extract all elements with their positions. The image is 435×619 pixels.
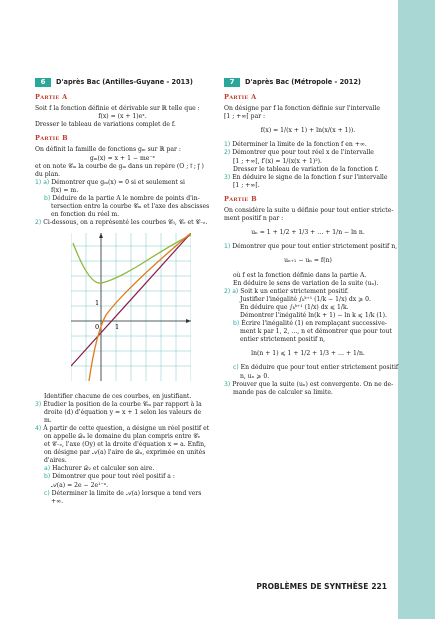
- part-a-label: Partie A: [224, 93, 257, 101]
- exercise-6: [35, 78, 210, 506]
- graph-origin-label: 0: [95, 323, 100, 332]
- question-text: m.: [44, 416, 52, 424]
- question-text: +∞.: [51, 497, 64, 505]
- question-number: a): [44, 465, 51, 473]
- question-text: f(x) = m.: [51, 186, 79, 194]
- question-number: 4): [35, 424, 42, 432]
- text-line: et on note 𝒞ₘ la courbe de gₘ dans un repère (O ; i⃗ ; j⃗ ): [35, 162, 204, 170]
- question-number: c): [44, 489, 50, 497]
- question-text: Identifier chacune de ces courbes, en justifiant.: [44, 392, 192, 400]
- question-text: Déterminer la limite de 𝒜(a) lorsque a tend vers: [51, 489, 202, 497]
- question-text: entier strictement positif n,: [240, 336, 326, 344]
- text-line: On désigne par f la fonction définie sur l'intervalle: [224, 105, 381, 113]
- page-footer: [253, 582, 387, 591]
- exercise-number-badge: 7: [224, 78, 240, 87]
- graph-tick-label-x1: 1: [115, 323, 120, 332]
- question-text: où f est la fonction définie dans la partie A.: [233, 271, 367, 279]
- question-number: c): [233, 364, 239, 372]
- question-text: Déterminer la limite de la fonction f en +∞.: [232, 141, 367, 149]
- question-text: Démontrer l'inégalité ln(k + 1) − ln k ⩽ 1/k (1).: [240, 311, 387, 319]
- question-text: et 𝒞₋ₑ, l'axe (Oy) et la droite d'équation x = a. Enfin,: [44, 441, 206, 449]
- question-text: mande pas de calculer sa limite.: [233, 388, 333, 396]
- exercise-title: D'après Bac (Antilles-Guyane - 2013): [56, 78, 193, 87]
- question-text: En déduire que ∫ₖᵏ⁺¹ (1/x) dx ⩽ 1/k.: [240, 303, 349, 311]
- page-margin-band: [398, 0, 435, 619]
- question-text: Démontrer que pour tout réel positif a :: [52, 473, 175, 481]
- question-text: on appelle 𝒟ₐ le domaine du plan compris entre 𝒞ₑ: [44, 432, 201, 440]
- question-text: on désigne par 𝒜(a) l'aire de 𝒟ₐ, exprimée en unités: [44, 449, 206, 457]
- question-text: droite (d) d'équation y = x + 1 selon les valeurs de: [44, 408, 202, 416]
- text-line: [1 ; +∞[ par :: [224, 113, 266, 121]
- question-text: Écrire l'inégalité (1) en remplaçant successive-: [241, 320, 387, 328]
- question-text: [1 ; +∞[.: [233, 181, 260, 189]
- question-text: Justifier l'inégalité ∫ₖᵏ⁺¹ (1/k − 1/x) dx ⩾ 0.: [240, 295, 371, 303]
- footer-section-label: PROBLÈMES DE SYNTHÈSE: [256, 582, 369, 591]
- question-number: 3): [35, 400, 42, 408]
- exercise-6-header: [35, 78, 210, 87]
- formula: gₘ(x) = x + 1 − me⁻ˣ: [89, 154, 156, 162]
- question-text: Ci-dessous, on a représenté les courbes 𝒞₀, 𝒞ₑ et 𝒞₋ₑ.: [43, 219, 208, 227]
- question-number: 2): [224, 149, 231, 157]
- question-text: n, uₙ ⩾ 0.: [240, 372, 270, 380]
- formula: ln(n + 1) ⩽ 1 + 1/2 + 1/3 + … + 1/n.: [251, 350, 365, 358]
- question-text: Soit k un entier strictement positif.: [240, 287, 349, 295]
- graph-tick-label-y1: 1: [95, 299, 100, 308]
- text-line: du plan.: [35, 170, 61, 178]
- part-b-label: Partie B: [35, 134, 68, 143]
- curve-c-e: [89, 233, 191, 381]
- part-b-label: Partie B: [224, 194, 257, 203]
- question-number: 1): [224, 243, 231, 251]
- question-text: 𝒜(a) = 2e − 2e¹⁻ᵃ.: [51, 481, 109, 489]
- question-text: Démontrer que pour tout réel x de l'intervalle: [232, 149, 374, 157]
- question-text: À partir de cette question, a désigne un réel positif et: [43, 424, 210, 432]
- question-text: Démontrer que gₘ(x) = 0 si et seulement si: [51, 178, 185, 186]
- question-text: [1 ; +∞[, f′(x) = 1/(x(x + 1)²).: [233, 157, 322, 165]
- question-number: b): [44, 473, 51, 481]
- question-text: Déduire de la partie A le nombre de points d'in-: [52, 195, 200, 203]
- y-axis-arrow: [99, 233, 103, 238]
- question-number: 1) a): [35, 178, 50, 186]
- question-text: Étudier la position de la courbe 𝒞ₘ par rapport à la: [43, 400, 202, 408]
- question-text: Hachurer 𝒟₂ et calculer son aire.: [52, 465, 155, 473]
- question-text: Prouver que la suite (uₙ) est convergente. On ne de-: [232, 380, 394, 388]
- question-text: en fonction du réel m.: [51, 211, 120, 219]
- page-number: 221: [371, 582, 387, 591]
- graph-grid: [71, 233, 191, 381]
- text-line: On considère la suite u définie pour tout entier stricte-: [224, 207, 394, 215]
- formula: f(x) = (x + 1)eˣ.: [98, 113, 147, 121]
- exercise-title: D'après Bac (Métropole - 2012): [245, 78, 361, 87]
- text-line: Soit f la fonction définie et dérivable sur ℝ telle que :: [35, 105, 200, 113]
- text-line: ment positif n par :: [224, 215, 284, 223]
- question-number: 2) a): [224, 287, 239, 295]
- question-text: En déduire le signe de la fonction f sur l'intervalle: [232, 173, 388, 181]
- exercise-number-badge: 6: [35, 78, 51, 87]
- question-text: ment k par 1, 2, …, n et démontrer que pour tout: [240, 328, 392, 336]
- question-text: Démontrer que pour tout entier strictement positif n,: [232, 243, 398, 251]
- question-number: b): [44, 195, 51, 203]
- x-axis-arrow: [186, 319, 191, 323]
- question-text: Dresser le tableau de variation de la fonction f.: [233, 165, 379, 173]
- text-line: Dresser le tableau de variations complet de f.: [35, 121, 176, 129]
- question-text: d'aires.: [44, 457, 67, 465]
- question-number: 2): [35, 219, 42, 227]
- formula: uₙ₊₁ − uₙ = f(n): [284, 257, 332, 265]
- formula: uₙ = 1 + 1/2 + 1/3 + … + 1/n − ln n.: [251, 229, 365, 237]
- formula: f(x) = 1/(x + 1) + ln(x/(x + 1)).: [260, 127, 356, 135]
- question-number: 3): [224, 380, 231, 388]
- curves-graph: [71, 233, 191, 381]
- question-number: b): [233, 320, 240, 328]
- question-number: 1): [224, 141, 231, 149]
- text-line: On définit la famille de fonctions gₘ sur ℝ par :: [35, 146, 181, 154]
- part-a-label: Partie A: [35, 93, 68, 101]
- exercise-7: [224, 78, 399, 397]
- question-text: En déduire le sens de variation de la suite (uₙ).: [233, 279, 379, 287]
- question-number: 3): [224, 173, 231, 181]
- question-text: tersection entre la courbe 𝒞ₘ et l'axe des abscisses: [51, 203, 210, 211]
- question-text: En déduire que pour tout entier strictement positif: [240, 364, 399, 372]
- exercise-7-header: [224, 78, 392, 87]
